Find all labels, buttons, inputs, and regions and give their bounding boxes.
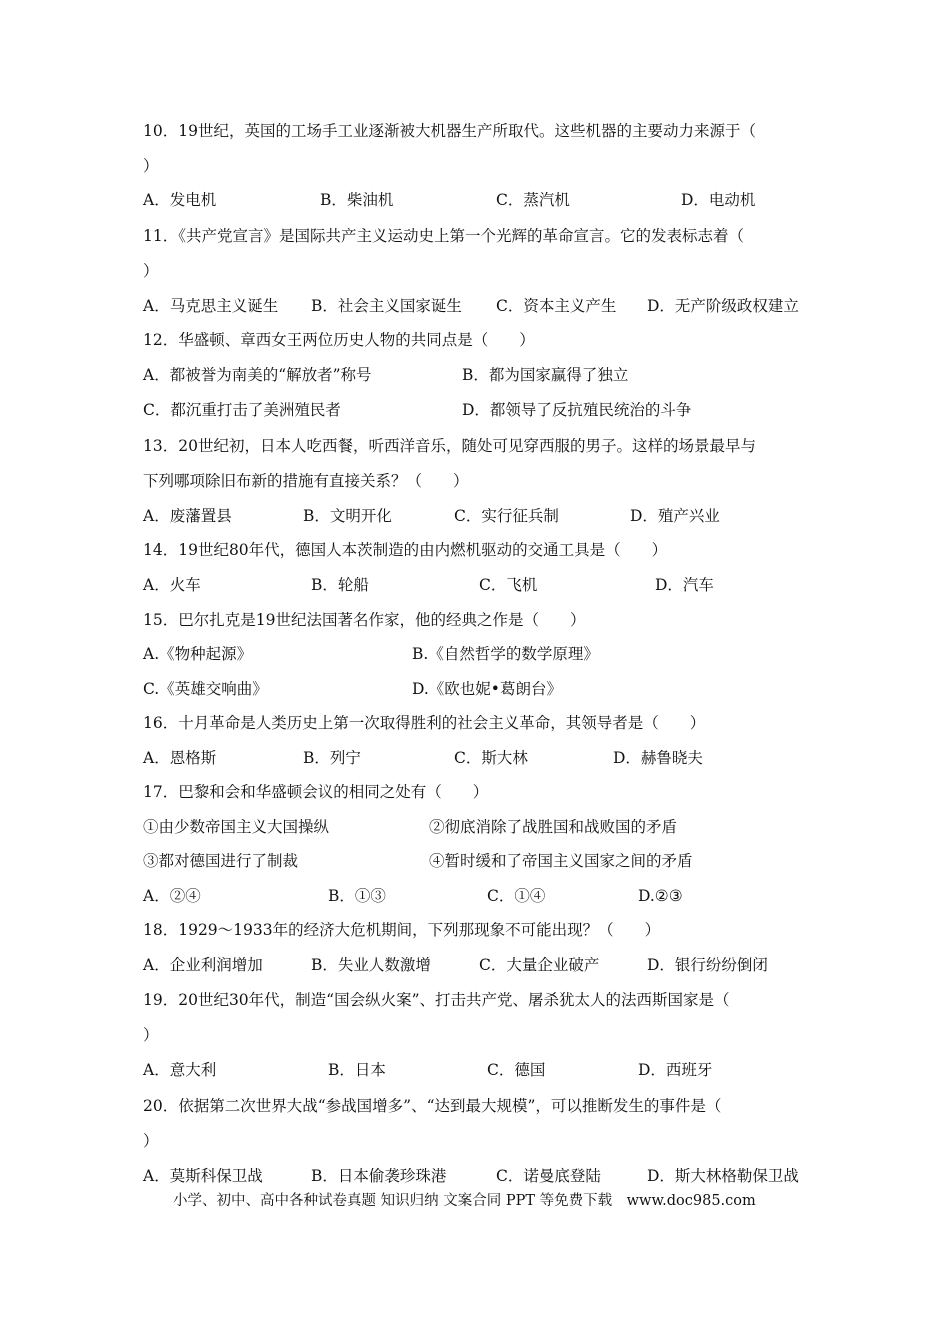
question-10-stem-cont: ） — [143, 157, 159, 175]
q11-option-d: D．无产阶级政权建立 — [647, 297, 799, 315]
q14-option-b: B．轮船 — [311, 576, 369, 594]
q15-option-b: B.《自然哲学的数学原理》 — [412, 645, 599, 663]
q20-option-b: B．日本偷袭珍珠港 — [311, 1167, 447, 1185]
q17-option-b: B．①③ — [328, 887, 386, 905]
q13-option-b: B．文明开化 — [303, 507, 392, 525]
q16-option-b: B．列宁 — [303, 749, 361, 767]
q11-option-c: C．资本主义产生 — [496, 297, 617, 315]
question-13-stem-cont: 下列哪项除旧布新的措施有直接关系？（ ） — [143, 472, 469, 490]
question-14-stem: 14．19世纪80年代，德国人本茨制造的由内燃机驱动的交通工具是（ ） — [143, 541, 668, 559]
q17-option-d: D.②③ — [638, 887, 683, 905]
q10-option-a: A．发电机 — [143, 191, 217, 209]
question-11-stem-cont: ） — [143, 262, 159, 280]
question-20-stem: 20．依据第二次世界大战“参战国增多”、“达到最大规模”，可以推断发生的事件是（ — [143, 1097, 722, 1115]
q12-option-c: C．都沉重打击了美洲殖民者 — [143, 401, 341, 419]
question-10-stem: 10．19世纪，英国的工场手工业逐渐被大机器生产所取代。这些机器的主要动力来源于（ — [143, 122, 756, 140]
question-20-stem-cont: ） — [143, 1132, 159, 1150]
q16-option-a: A．恩格斯 — [143, 749, 217, 767]
q15-option-a: A.《物种起源》 — [143, 645, 253, 663]
q17-statement-1: ①由少数帝国主义大国操纵 — [143, 818, 330, 836]
q13-option-c: C．实行征兵制 — [454, 507, 559, 525]
q19-option-b: B．日本 — [328, 1061, 386, 1079]
q18-option-d: D．银行纷纷倒闭 — [647, 956, 768, 974]
q17-option-a: A．②④ — [143, 887, 201, 905]
question-16-stem: 16．十月革命是人类历史上第一次取得胜利的社会主义革命，其领导者是（ ） — [143, 714, 706, 732]
question-15-stem: 15．巴尔扎克是19世纪法国著名作家，他的经典之作是（ ） — [143, 611, 586, 629]
q13-option-a: A．废藩置县 — [143, 507, 232, 525]
q20-option-d: D．斯大林格勒保卫战 — [647, 1167, 799, 1185]
q12-option-a: A．都被誉为南美的“解放者”称号 — [143, 366, 372, 384]
q19-option-c: C．德国 — [487, 1061, 546, 1079]
q17-statement-2: ②彻底消除了战胜国和战败国的矛盾 — [429, 818, 678, 836]
question-19-stem: 19．20世纪30年代，制造“国会纵火案”、打击共产党、屠杀犹太人的法西斯国家是（ — [143, 991, 730, 1009]
question-18-stem: 18．1929～1933年的经济大危机期间，下列那现象不可能出现？（ ） — [143, 921, 661, 939]
q15-option-c: C.《英雄交响曲》 — [143, 680, 268, 698]
q12-option-d: D．都领导了反抗殖民统治的斗争 — [462, 401, 692, 419]
q20-option-c: C．诺曼底登陆 — [496, 1167, 601, 1185]
q20-option-a: A．莫斯科保卫战 — [143, 1167, 263, 1185]
q17-option-c: C．①④ — [487, 887, 546, 905]
footer-download-note: 小学、初中、高中各种试卷真题 知识归纳 文案合同 PPT 等免费下载 www.doc985.com — [173, 1193, 756, 1209]
q19-option-a: A．意大利 — [143, 1061, 217, 1079]
q18-option-a: A．企业利润增加 — [143, 956, 263, 974]
question-17-stem: 17．巴黎和会和华盛顿会议的相同之处有（ ） — [143, 783, 489, 801]
question-12-stem: 12．华盛顿、章西女王两位历史人物的共同点是（ ） — [143, 331, 535, 349]
q10-option-c: C．蒸汽机 — [496, 191, 570, 209]
q14-option-c: C．飞机 — [479, 576, 538, 594]
q18-option-c: C．大量企业破产 — [479, 956, 600, 974]
question-11-stem: 11．《共产党宣言》是国际共产主义运动史上第一个光辉的革命宣言。它的发表标志着（ — [143, 227, 744, 245]
q19-option-d: D．西班牙 — [638, 1061, 713, 1079]
q14-option-d: D．汽车 — [655, 576, 714, 594]
q16-option-c: C．斯大林 — [454, 749, 528, 767]
q13-option-d: D．殖产兴业 — [630, 507, 720, 525]
question-13-stem: 13．20世纪初，日本人吃西餐，听西洋音乐，随处可见穿西服的男子。这样的场景最早与 — [143, 437, 756, 455]
q12-option-b: B．都为国家赢得了独立 — [462, 366, 629, 384]
q10-option-d: D．电动机 — [681, 191, 756, 209]
q18-option-b: B．失业人数激增 — [311, 956, 431, 974]
q11-option-a: A．马克思主义诞生 — [143, 297, 279, 315]
q17-statement-3: ③都对德国进行了制裁 — [143, 852, 299, 870]
q15-option-d: D.《欧也妮•葛朗台》 — [412, 680, 562, 698]
q10-option-b: B．柴油机 — [320, 191, 394, 209]
question-19-stem-cont: ） — [143, 1026, 159, 1044]
q11-option-b: B．社会主义国家诞生 — [311, 297, 462, 315]
q17-statement-4: ④暂时缓和了帝国主义国家之间的矛盾 — [429, 852, 693, 870]
q14-option-a: A．火车 — [143, 576, 201, 594]
q16-option-d: D．赫鲁晓夫 — [613, 749, 703, 767]
